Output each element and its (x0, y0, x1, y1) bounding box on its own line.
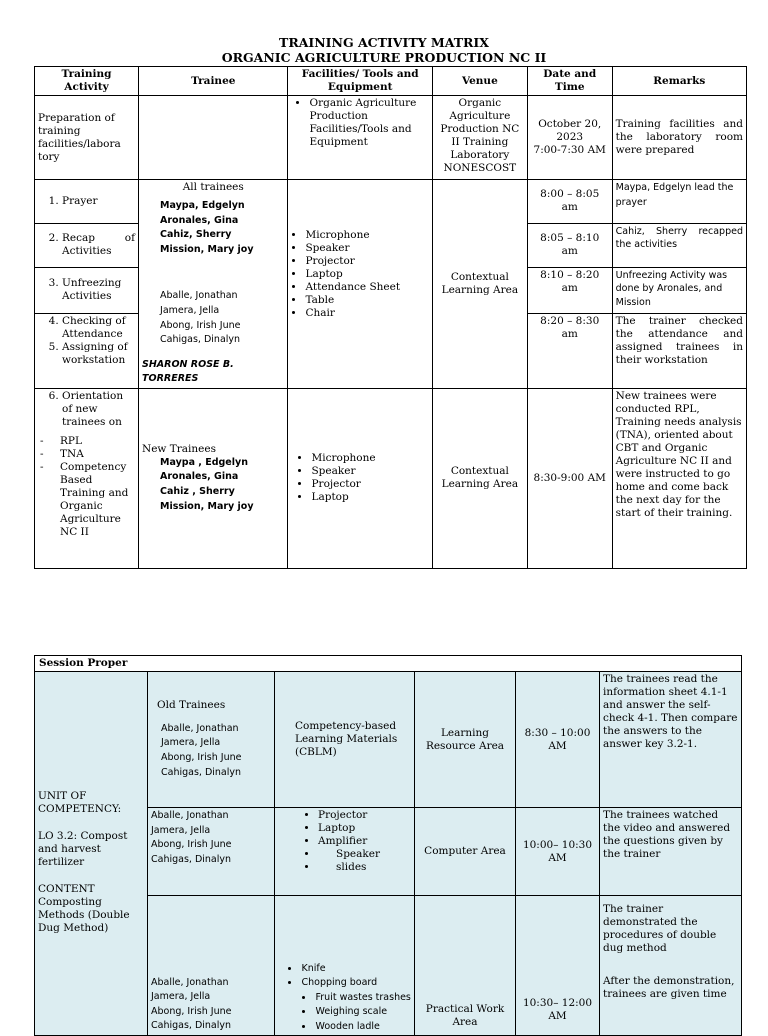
session-header-row (35, 656, 742, 672)
trainee-name: Abong, Irish June (160, 319, 241, 331)
document-title: TRAINING ACTIVITY MATRIX (279, 35, 489, 50)
tool-item: • Laptop (311, 491, 428, 504)
orientation-trainees (139, 388, 288, 568)
tool-item: • Projector (305, 255, 428, 268)
trainee-name: Maypa , Edgelyn (160, 456, 248, 468)
tool-item: • Chair (305, 307, 428, 320)
trainee-name: Mission, Mary joy (160, 500, 254, 512)
trainee-name: Aronales, Gina (160, 214, 239, 226)
trainee-name: Aballe, Jonathan (161, 722, 239, 734)
time-cell: 8:00 – 8:05 am (527, 180, 612, 224)
content-topic: CONTENT Composting Methods (Double Dug Method) (38, 883, 130, 934)
prep-venue: Organic Agriculture Production NC II Training Laboratory NONESCOST (432, 96, 527, 180)
activity-prayer: 1. Prayer (62, 195, 135, 208)
unit-of-competency: UNIT OF COMPETENCY: (38, 790, 122, 815)
trainee-name: Cahigas, Dinalyn (151, 853, 232, 865)
remarks-cell: Unfreezing Activity was done by Aronales, and Mission (612, 267, 746, 313)
old-trainees-heading: Old Trainees (157, 698, 226, 711)
prep-time: 7:00-7:30 AM (533, 144, 606, 156)
header-remarks: Remarks (612, 67, 746, 96)
tool-item: • Fruit wastes trashes (288, 991, 411, 1006)
table-row (35, 180, 747, 224)
header-date-time: Date and Time (527, 67, 612, 96)
table-header-row (35, 67, 747, 96)
time-cell: 8:30 – 10:00 AM (516, 672, 600, 808)
remarks-cell: The trainer checked the attendance and assigned trainees in their workstation (612, 313, 746, 388)
orientation-item: - RPL (38, 435, 135, 448)
orientation-venue: Contextual Learning Area (432, 388, 527, 568)
prep-activity: Preparation of training facilities/labora tory (35, 96, 139, 180)
trainee-name: Abong, Irish June (161, 752, 242, 763)
header-trainee: Trainee (139, 67, 288, 96)
trainee-name: Aballe, Jonathan (151, 810, 229, 821)
prep-date: October 20, 2023 (538, 118, 602, 143)
table-row (35, 388, 747, 568)
tool-item: • Microphone (311, 452, 428, 465)
prep-facility-item: • Organic Agriculture Production Facilities/Tools and Equipment (309, 97, 428, 149)
activity-cell (35, 180, 139, 224)
trainee-name: Jamera, Jella (160, 304, 220, 316)
trainee-name: Aballe, Jonathan (151, 976, 229, 988)
trainee-list (148, 896, 275, 1036)
venue-cell: Computer Area (415, 808, 516, 896)
prep-date-time (527, 96, 612, 180)
document-subtitle: ORGANIC AGRICULTURE PRODUCTION NC II (221, 50, 547, 65)
remarks-cell: The trainees watched the video and answered the questions given by the trainer (600, 808, 742, 896)
trainee-name: Jamera, Jella (161, 737, 221, 749)
trainee-group-2 (142, 289, 284, 347)
learning-outcome: LO 3.2: Compost and harvest fertilizer (38, 830, 128, 868)
tool-item: • Table (305, 294, 428, 307)
orientation-activity (35, 388, 139, 568)
tool-item: • Weighing scale (288, 1005, 411, 1020)
prep-facilities (288, 96, 432, 180)
table-row (35, 672, 742, 808)
remarks-text: The trainer demonstrated the procedures of double dug method (603, 903, 717, 954)
cblm-cell: Competency-based Learning Materials (CBLM) (275, 672, 415, 808)
time-cell: 10:00– 10:30 AM (516, 808, 600, 896)
trainee-name: Cahiz , Sherry (160, 485, 235, 497)
remarks-cell (600, 896, 742, 1036)
trainer-name: SHARON ROSE B. TORRERES (142, 358, 234, 385)
training-matrix-table (34, 66, 747, 569)
trainee-name: Jamera, Jella (151, 991, 211, 1003)
remarks-cell: Cahiz, Sherry recapped the activities (612, 223, 746, 267)
block-tools (288, 180, 432, 389)
tool-item: • Amplifier (318, 835, 411, 848)
trainee-name: Aronales, Gina (160, 471, 239, 483)
tool-item: • Chopping board (288, 976, 411, 991)
trainee-name: Abong, Irish June (151, 839, 232, 851)
session-proper-table (34, 655, 742, 1036)
tools-cell (275, 808, 415, 896)
new-trainees-heading: New Trainees (142, 442, 216, 455)
orientation-item: - Competency Based Training and Organic Agriculture NC II (38, 461, 135, 539)
activity-cell (35, 313, 139, 388)
header-venue: Venue (432, 67, 527, 96)
tool-item: • Attendance Sheet (305, 281, 428, 294)
activity-cell (35, 223, 139, 267)
orientation-item: - TNA (38, 448, 135, 461)
unit-of-competency-cell (35, 672, 148, 1036)
trainee-name: Abong, Irish June (151, 1005, 232, 1017)
orientation-remarks: New trainees were conducted RPL, Training needs analysis (TNA), oriented about CBT and Organic Agriculture NC II and were instructed to go home and come back the next day for the start of their training. (612, 388, 746, 568)
prep-remarks: Training facilities and the laboratory room were prepared (612, 96, 746, 180)
trainee-name: Maypa, Edgelyn (160, 200, 245, 211)
activity-cell (35, 267, 139, 313)
trainee-name: Cahigas, Dinalyn (151, 1020, 232, 1032)
remarks-cell: The trainees read the information sheet 4.1-1 and answer the self-check 4-1. Then compare the answers to the answer key 3.2-1. (600, 672, 742, 808)
tool-item: • Laptop (305, 268, 428, 281)
block-trainees (139, 180, 288, 389)
trainee-name: Cahigas, Dinalyn (160, 334, 241, 346)
remarks-cell: Maypa, Edgelyn lead the prayer (612, 180, 746, 224)
trainee-name: Mission, Mary joy (160, 243, 254, 255)
prep-trainee (139, 96, 288, 180)
venue-cell: Practical Work Area (415, 896, 516, 1036)
header-training-activity: Training Activity (35, 67, 139, 96)
old-trainees-cell (148, 672, 275, 808)
trainee-name: Jamera, Jella (151, 824, 211, 836)
tool-item: • Projector (318, 809, 411, 822)
header-facilities: Facilities/ Tools and Equipment (288, 67, 432, 96)
tool-item: • Microphone (305, 229, 428, 242)
time-cell: 8:20 – 8:30 am (527, 313, 612, 388)
tool-item: • Speaker (311, 465, 428, 478)
venue-cell: Learning Resource Area (415, 672, 516, 808)
orientation-text: 6. Orientation of new trainees on (62, 390, 135, 429)
tool-item: • slides (318, 861, 411, 874)
activity-unfreezing: 3. Unfreezing Activities (62, 277, 135, 303)
tool-item: • Laptop (318, 822, 411, 835)
trainee-list (151, 722, 271, 780)
all-trainees-heading: All trainees (182, 181, 244, 193)
tool-item: • Projector (311, 478, 428, 491)
activity-attendance: 4. Checking of Attendance (62, 315, 135, 341)
trainee-list (148, 808, 275, 896)
activity-recap: 2. Recap of Activities (62, 232, 135, 258)
orientation-time: 8:30-9:00 AM (527, 388, 612, 568)
tool-item: • Speaker (318, 848, 411, 861)
trainee-group-1 (142, 199, 284, 257)
tools-cell (275, 896, 415, 1036)
session-proper-heading: Session Proper (35, 656, 742, 672)
trainee-name: Cahigas, Dinalyn (161, 766, 242, 778)
remarks-text: After the demonstration, trainees are given time (603, 975, 735, 1000)
tool-item: • Knife (288, 962, 411, 977)
time-cell: 10:30– 12:00 AM (516, 896, 600, 1036)
table-row (35, 96, 747, 180)
trainee-name: Cahiz, Sherry (160, 229, 232, 241)
time-cell: 8:10 – 8:20 am (527, 267, 612, 313)
time-cell: 8:05 – 8:10 am (527, 223, 612, 267)
activity-workstation: 5. Assigning of workstation (62, 341, 135, 367)
block-venue: Contextual Learning Area (432, 180, 527, 389)
tool-item: • Wooden ladle (288, 1020, 411, 1035)
tool-item: • Speaker (305, 242, 428, 255)
new-trainee-list (142, 456, 284, 514)
trainee-name: Aballe, Jonathan (160, 290, 238, 302)
orientation-tools (288, 388, 432, 568)
